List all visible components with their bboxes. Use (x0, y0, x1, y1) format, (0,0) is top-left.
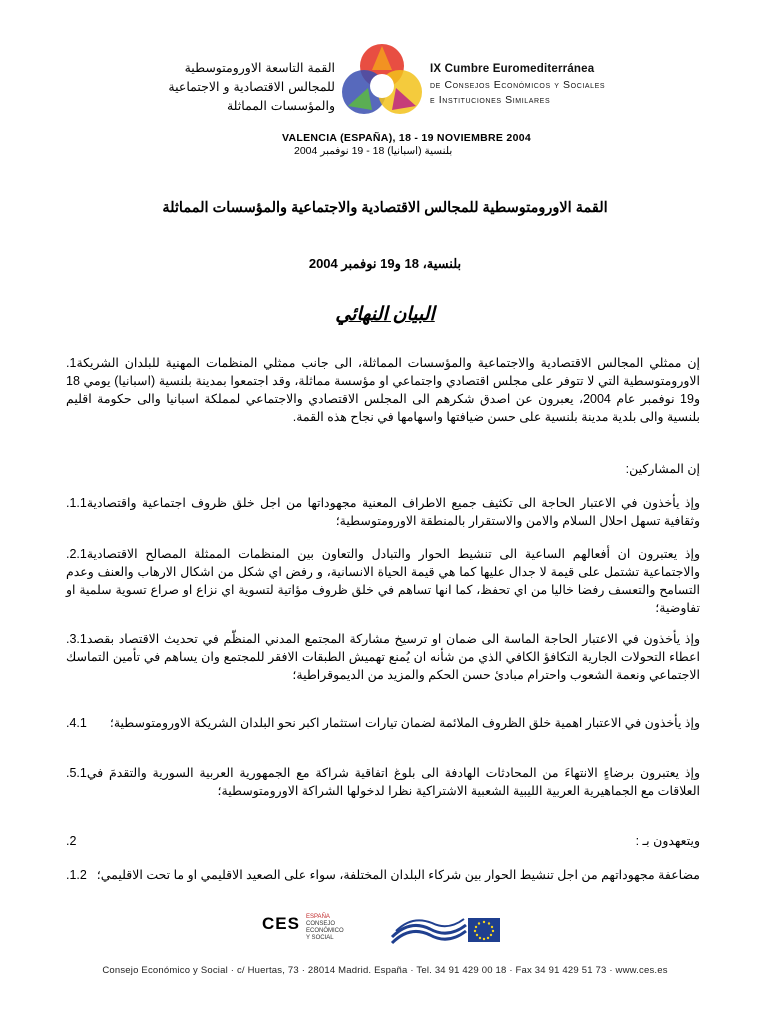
header-arabic-line: والمؤسسات المماثلة (226, 98, 335, 113)
paragraph-number: .5.1 (66, 766, 87, 780)
date-arabic: بلنسية (اسبانيا) 18 - 19 نوفمبر 2004 (294, 145, 453, 157)
paragraph-number: .4.1 (66, 716, 87, 730)
ces-line: ECONÓMICO (306, 928, 344, 934)
ces-logo: CES (262, 914, 300, 933)
paragraph-text: إن ممثلي المجالس الاقتصادية والاجتماعية والمؤسسات المماثلة، الى جانب ممثلي المنظمات المهنية للبلدان الشريكة الاورومتوسطية التي لا تتوفر على مجلس اقتصادي واجتماعي او مؤسسة مماثلة، وقد اجتمعوا بمدينة بلنسية (اسبانيا) يومي 18 و19 نوفمبر عام 2004، يعبرون عن اصدق شكرهم الى المجلس الاقتصادي والاجتماعي لمملكة اسبانيا والى حكومة اقليم بلنسية والى بلدية مدينة بلنسية على حسن ضيافتها واسهامها في نجاح هذه القمة. (66, 356, 700, 424)
header-arabic-title (150, 58, 335, 115)
date-spanish: VALENCIA (ESPAÑA), 18 - 19 NOVIEMBRE 2004 (282, 132, 531, 144)
paragraph-number: .1.2 (66, 868, 87, 882)
paragraph-1-2 (66, 866, 700, 884)
footer-address: Consejo Económico y Social · c/ Huertas, 73 · 28014 Madrid. España · Tel. 34 91 429 00 18 · Fax 34 91 429 51 73 · www.ces.es (102, 965, 668, 976)
header-french-line: IX Cumbre Euromediterránea (430, 63, 595, 75)
ces-line: Y SOCIAL (306, 935, 334, 941)
paragraph-text: وإذ يعتبرون برضاءٍ الانتهاءَ من المحادثات الهادفة الى بلوغ اتفاقية شراكة مع الجمهورية العربية السورية والتقدمَ في العلاقات مع الجماهيرية العربية الليبية الشعبية الاشتراكية نظرا لدخولها الشراكة الاورومتوسطية؛ (86, 766, 700, 798)
paragraph-5-1 (66, 764, 700, 800)
paragraph-number: .3.1 (66, 632, 87, 646)
paragraph-text: وإذ يأخذون في الاعتبار اهمية خلق الظروف الملائمة لضمان تيارات استثمار اكبر نحو البلدان الشريكة الاورومتوسطية؛ (109, 716, 700, 730)
header-french-line: de Consejos Económicos y Sociales (430, 78, 606, 91)
paragraph-text: وإذ يأخذون في الاعتبار الحاجة الى تكثيف جميع الاطراف المعنية مجهوداتها من اجل خلق ظروف اجتماعية واقتصادية وثقافية تسهل احلال السلام والامن والاستقرار بالمنطقة الاورومتوسطية؛ (86, 496, 700, 528)
header-arabic-line: للمجالس الاقتصادية و الاجتماعية (168, 79, 335, 94)
paragraph-number: .1.1 (66, 496, 87, 510)
ces-logo-subtitle (306, 914, 344, 942)
footer-logos (262, 912, 512, 952)
ces-line: ESPAÑA (306, 914, 330, 920)
paragraph-1-1 (66, 494, 700, 530)
paragraph-number: .2.1 (66, 547, 87, 561)
header-arabic-line: القمة التاسعة الاورومتوسطية (184, 60, 335, 75)
paragraph-participants (66, 460, 700, 478)
paragraph-number: .2 (66, 834, 77, 848)
header-french-line: e Instituciones Similares (430, 94, 551, 106)
paragraph-text: ويتعهدون بـ : (635, 834, 700, 848)
paragraph-2-1 (66, 545, 700, 617)
section-heading: البيان النهائي (335, 304, 435, 325)
eu-flag-logo (390, 913, 502, 947)
header-dates (282, 132, 531, 157)
paragraph-text: وإذ يأخذون في الاعتبار الحاجة الماسة الى ضمان او ترسيخ مشاركة المجتمع المدني المنظّم في تحديث الاقتصاد بقصد اعطاء التحولات الجارية التكافؤ الكافي الذي من شأنه ان يُمنع تهميش الطبقات الافقر للمجتمع وان يساهم في تأمين التماسك الاجتماعي ونعمة الشعوب واحترام مبادئ حسن الحكم والمزيد من الديموقراطية؛ (66, 632, 700, 682)
paragraph-4-1 (66, 714, 700, 732)
paragraph-1 (66, 354, 700, 426)
document-subtitle: بلنسية، 18 و19 نوفمبر 2004 (308, 256, 462, 271)
paragraph-text: إن المشاركين: (625, 462, 700, 476)
summit-logo (334, 40, 430, 126)
header-french-title (430, 62, 670, 109)
document-title: القمة الاورومتوسطية للمجالس الاقتصادية والاجتماعية والمؤسسات المماثلة (162, 200, 608, 216)
paragraph-number: .1 (66, 356, 77, 370)
ces-line: CONSEJO (306, 921, 336, 927)
paragraph-text: وإذ يعتبرون ان أفعالهم الساعية الى تنشيط الحوار والتبادل والتعاون بين المنظمات الممثلة المصالح الاقتصادية والاجتماعية تشتمل على قيمة لا جدال عليها كما هي قيمة الحياة الانسانية، و رفض اي شكل من اشكال الارهاب والعنف وعدم التسامح والتعسف رفضا خاليا من اي تحفظ، كما انها تساهم في خلق ظروف مؤاتية لتسوية اي نزاع او صراع تسوية سلمية او تفاوضية؛ (66, 547, 700, 615)
paragraph-2 (66, 832, 700, 850)
paragraph-3-1 (66, 630, 700, 684)
paragraph-text: مضاعفة مجهوداتهم من اجل تنشيط الحوار بين شركاء البلدان المختلفة، سواء على الصعيد الاقليمي او ما تحت الاقليمي؛ (96, 868, 700, 882)
